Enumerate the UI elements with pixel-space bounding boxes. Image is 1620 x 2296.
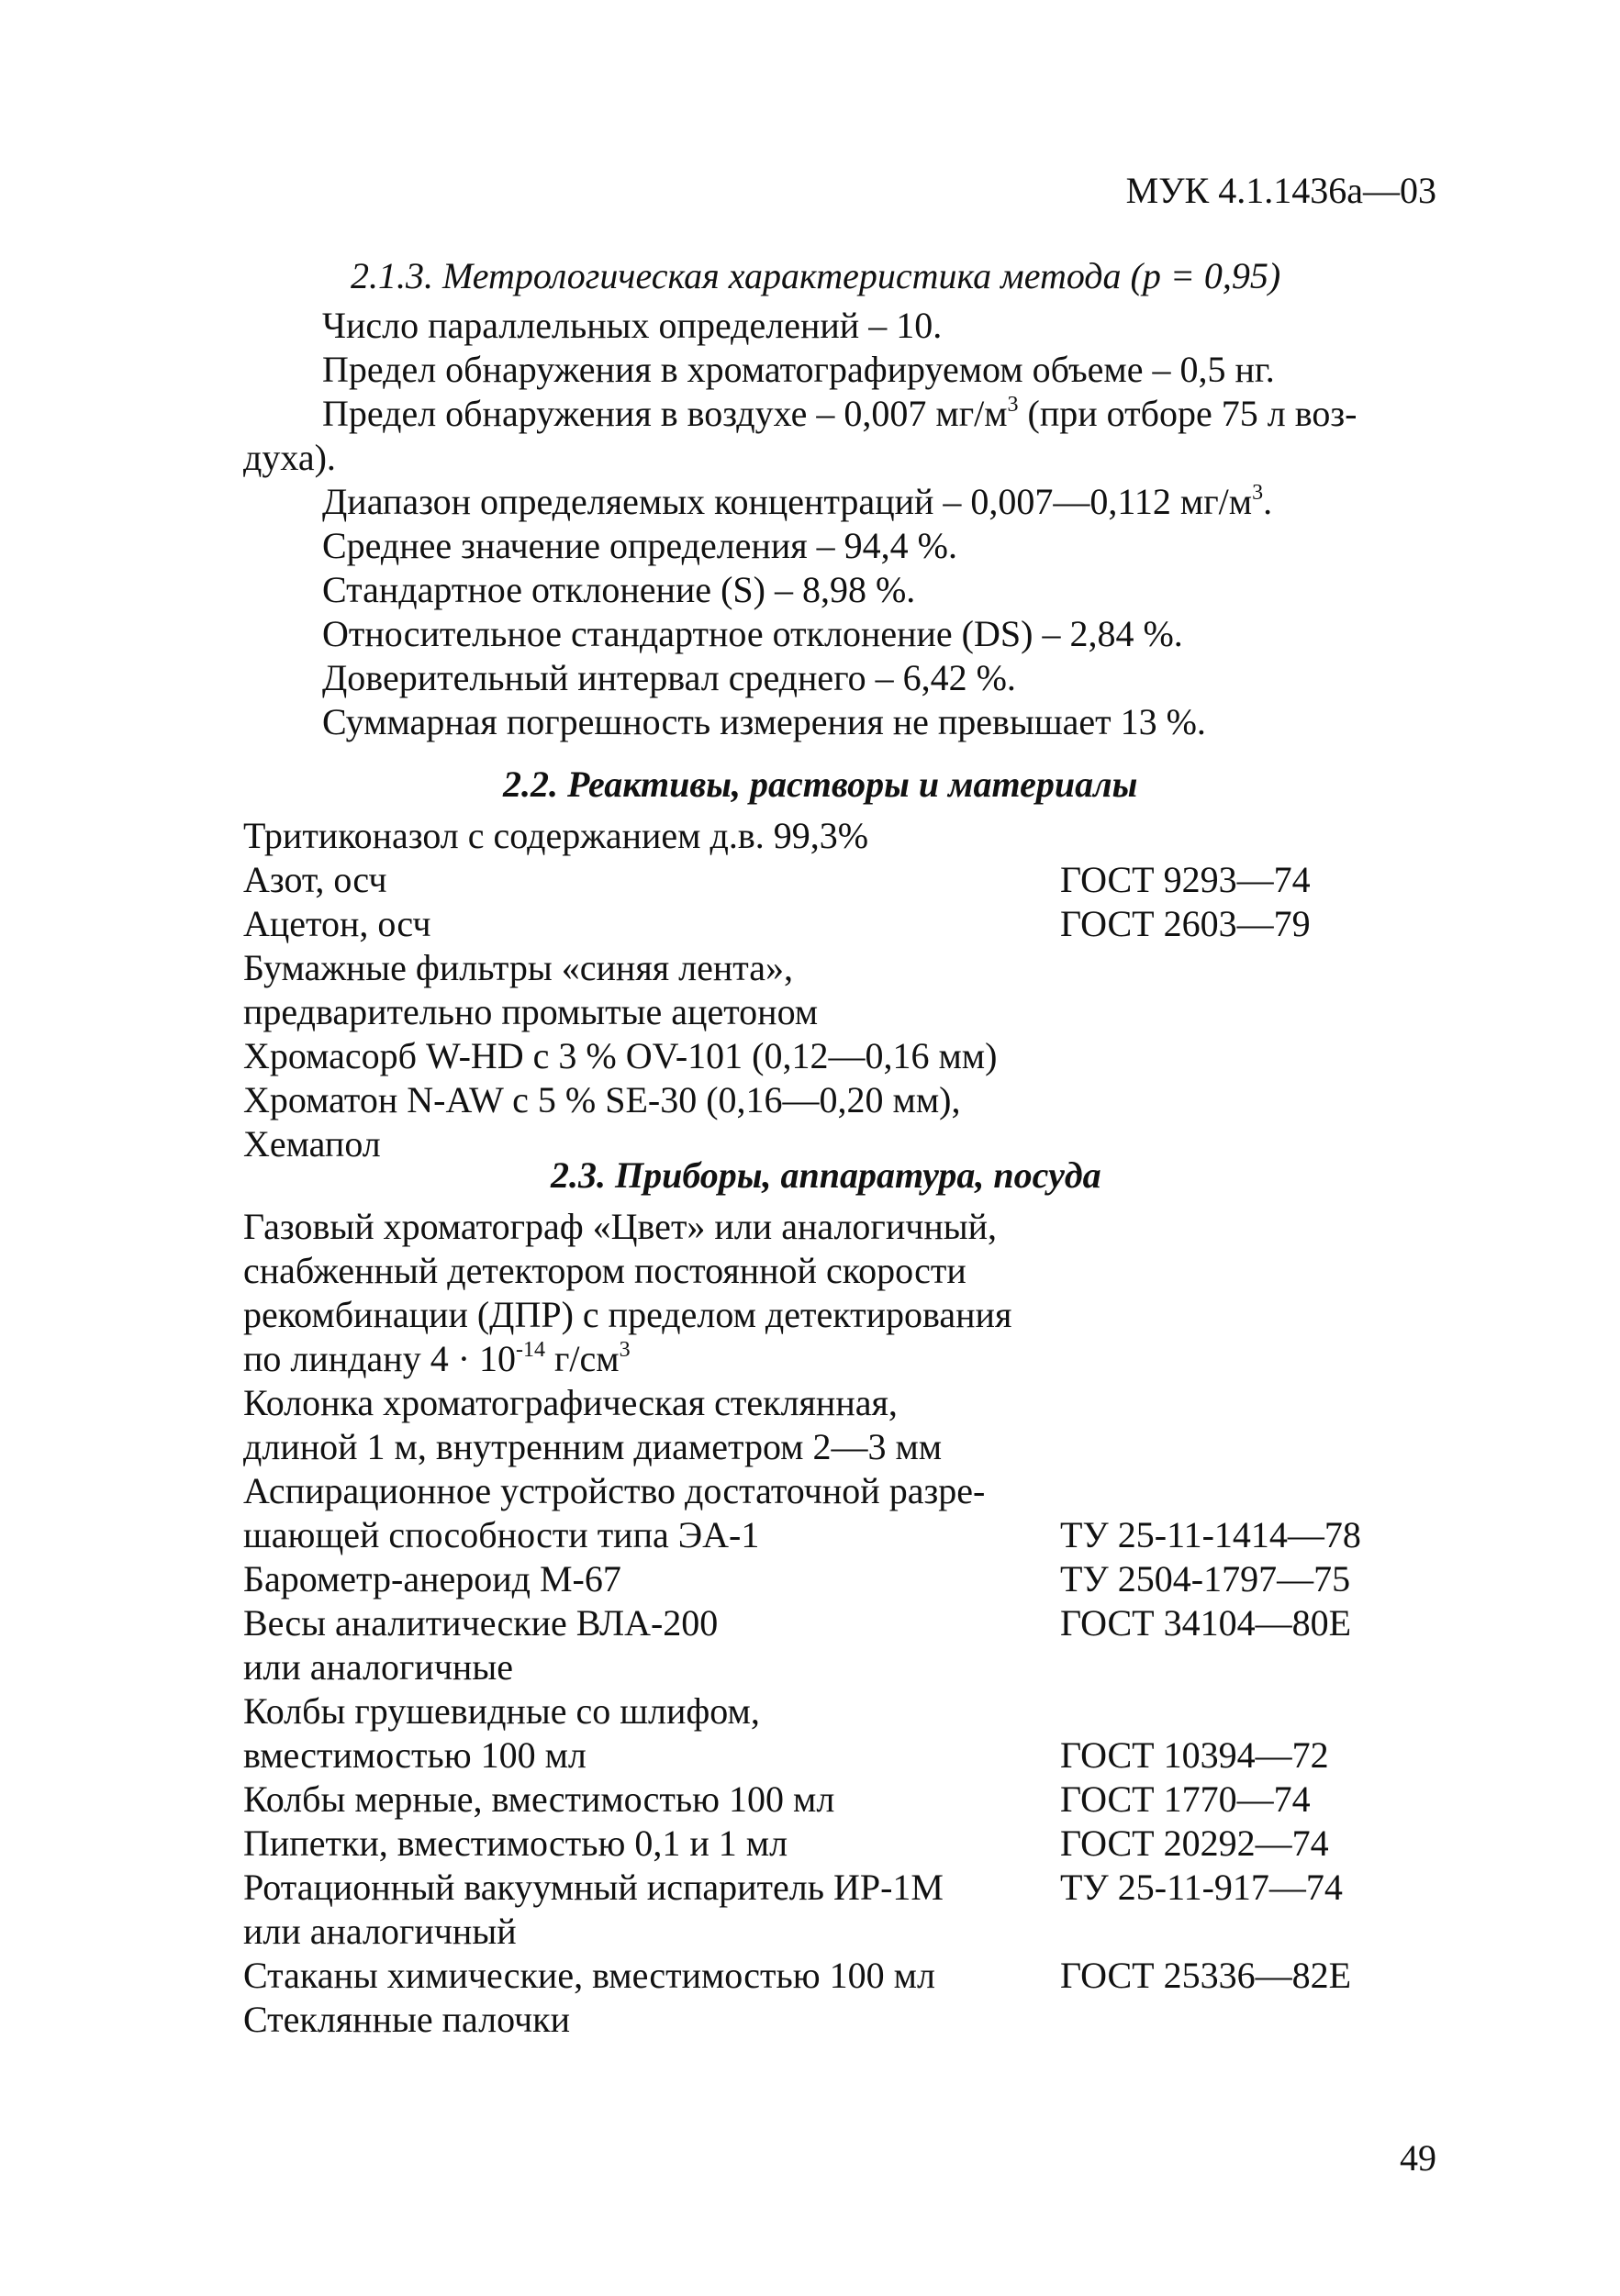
equipment-gc-line-2: снабженный детектором постоянной скорости — [243, 1250, 966, 1291]
equipment-item: длиной 1 м, внутренним диаметром 2—3 мм — [243, 1426, 943, 1467]
equipment-standard: ТУ 25-11-917—74 — [1060, 1867, 1343, 1908]
limit-air-text-end: (при отборе 75 л воз- — [1018, 393, 1357, 434]
text-line-limit-chrom: Предел обнаружения в хроматографируемом объеме – 0,5 нг. — [322, 349, 1275, 390]
gc-unit-text: г/см — [545, 1338, 620, 1379]
equipment-item: Аспирационное устройство достаточной разре- — [243, 1470, 986, 1511]
section-heading-2-2: 2.2. Реактивы, растворы и материалы — [503, 763, 1138, 805]
equipment-item: или аналогичные — [243, 1646, 513, 1688]
document-code: МУК 4.1.1436а—03 — [1125, 170, 1436, 211]
equipment-item: Колбы грушевидные со шлифом, — [243, 1690, 760, 1732]
text-line-total-error: Суммарная погрешность измерения не превышает 13 %. — [322, 701, 1206, 742]
equipment-item: Барометр-анероид М-67 — [243, 1558, 621, 1599]
text-line-ci: Доверительный интервал среднего – 6,42 %. — [322, 657, 1016, 698]
reagent-item: Бумажные фильтры «синяя лента», — [243, 947, 793, 988]
equipment-standard: ГОСТ 10394—72 — [1060, 1734, 1329, 1776]
equipment-item: Весы аналитические ВЛА-200 — [243, 1602, 719, 1644]
text-line-limit-air — [322, 393, 1357, 435]
gc-detection-text: по линдану 4 · 10 — [243, 1338, 517, 1379]
equipment-standard: ТУ 25-11-1414—78 — [1060, 1514, 1361, 1555]
equipment-gc-line-3: рекомбинации (ДПР) с пределом детектирования — [243, 1294, 1012, 1335]
equipment-item: или аналогичный — [243, 1911, 517, 1952]
equipment-standard: ГОСТ 1770—74 — [1060, 1778, 1311, 1820]
equipment-gc-line-4 — [243, 1338, 631, 1380]
reagent-item: Тритиконазол с содержанием д.в. 99,3% — [243, 815, 869, 856]
text-line-parallel: Число параллельных определений – 10. — [322, 305, 943, 346]
text-line-rsd: Относительное стандартное отклонение (DS) – 2,84 %. — [322, 613, 1183, 654]
gc-unit-superscript: 3 — [619, 1338, 631, 1362]
equipment-standard: ТУ 2504-1797—75 — [1060, 1558, 1351, 1599]
equipment-item: Стеклянные палочки — [243, 1999, 571, 2040]
reagent-item: Хроматон N-AW с 5 % SE-30 (0,16—0,20 мм), — [243, 1079, 961, 1120]
reagent-item: Хромасорб W-HD с 3 % OV-101 (0,12—0,16 мм) — [243, 1035, 998, 1076]
range-text: Диапазон определяемых концентраций – 0,007—0,112 мг/м — [322, 481, 1253, 522]
range-text-end: . — [1263, 481, 1273, 522]
limit-air-text: Предел обнаружения в воздухе – 0,007 мг/м — [322, 393, 1008, 434]
section-heading-2-1-3: 2.1.3. Метрологическая характеристика метода (p = 0,95) — [351, 255, 1281, 296]
reagent-item: Азот, осч — [243, 859, 387, 900]
limit-air-superscript: 3 — [1007, 393, 1019, 417]
equipment-item: Колонка хроматографическая стеклянная, — [243, 1382, 898, 1423]
text-line-limit-air-cont: духа). — [243, 437, 336, 478]
equipment-item: Колбы мерные, вместимостью 100 мл — [243, 1778, 835, 1820]
equipment-item: Пипетки, вместимостью 0,1 и 1 мл — [243, 1822, 788, 1864]
equipment-item: вместимостью 100 мл — [243, 1734, 587, 1776]
section-heading-2-3: 2.3. Приборы, аппаратура, посуда — [551, 1154, 1101, 1196]
gc-exponent: -14 — [516, 1338, 546, 1362]
reagent-item: Ацетон, осч — [243, 903, 431, 944]
equipment-item: Стаканы химические, вместимостью 100 мл — [243, 1955, 935, 1996]
equipment-standard: ГОСТ 34104—80Е — [1060, 1602, 1352, 1644]
reagent-standard: ГОСТ 9293—74 — [1060, 859, 1311, 900]
equipment-gc-line-1: Газовый хроматограф «Цвет» или аналогичный, — [243, 1206, 998, 1247]
text-line-mean: Среднее значение определения – 94,4 %. — [322, 525, 957, 566]
reagent-standard: ГОСТ 2603—79 — [1060, 903, 1311, 944]
page-number: 49 — [1400, 2137, 1436, 2179]
equipment-item: Ротационный вакуумный испаритель ИР-1М — [243, 1867, 944, 1908]
equipment-standard: ГОСТ 25336—82Е — [1060, 1955, 1352, 1996]
reagent-item: Хемапол — [243, 1123, 381, 1165]
reagent-item: предварительно промытые ацетоном — [243, 991, 819, 1032]
equipment-item: шающей способности типа ЭА-1 — [243, 1514, 760, 1555]
range-superscript: 3 — [1252, 481, 1264, 505]
text-line-sd: Стандартное отклонение (S) – 8,98 %. — [322, 569, 916, 610]
text-line-range — [322, 481, 1272, 523]
equipment-standard: ГОСТ 20292—74 — [1060, 1822, 1329, 1864]
